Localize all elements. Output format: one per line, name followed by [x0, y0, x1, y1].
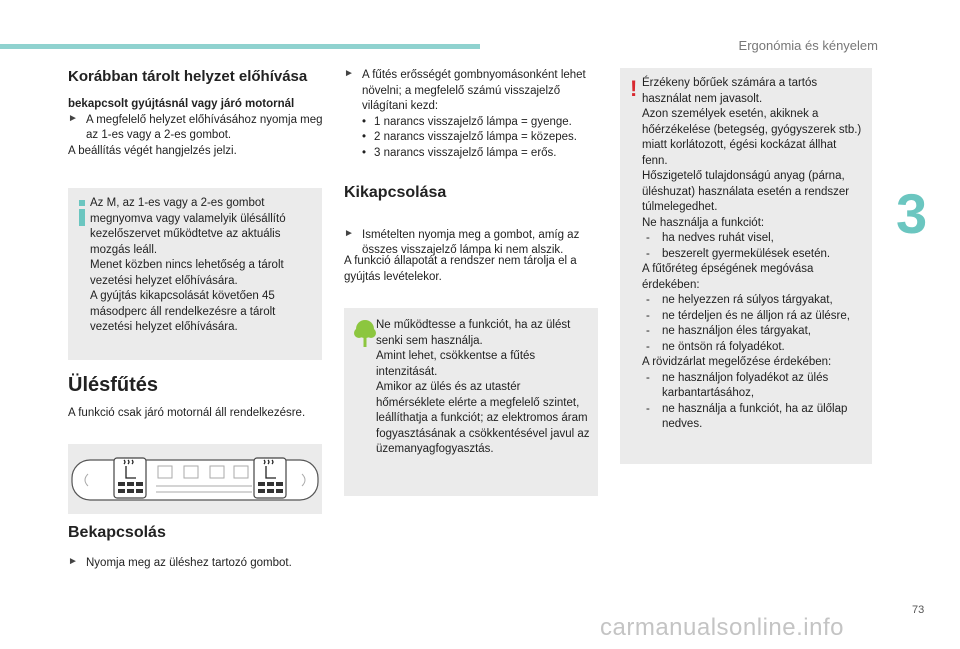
seat-heating-illustration — [68, 444, 322, 514]
warn-intro-1: Érzékeny bőrűek számára a tartós használat nem javasolt. — [642, 77, 818, 105]
level-item-2: • 2 narancs visszajelző lámpa = közepes. — [362, 130, 598, 146]
short-title: A rövidzárlat megelőzése érdekében: — [642, 356, 832, 368]
protect-item-3: - ne használjon éles tárgyakat, — [642, 324, 864, 340]
warning-exclamation-icon: ! — [630, 76, 638, 101]
control-panel-drawing — [68, 444, 322, 514]
recall-step — [68, 113, 330, 144]
on-title: Bekapcsolás — [68, 524, 166, 541]
recall-title: Korábban tárolt helyzet előhívása — [68, 68, 308, 85]
dont-use-item-2: - beszerelt gyermekülések esetén. — [642, 247, 864, 263]
protect-title: A fűtőréteg épségének megóvása érdekében: — [642, 263, 814, 291]
protect-item-4: - ne öntsön rá folyadékot. — [642, 340, 864, 356]
on-step — [68, 556, 348, 572]
chapter-number: 3 — [896, 182, 928, 245]
short-list — [642, 371, 864, 433]
warning-box — [620, 68, 872, 464]
recall-note: A beállítás végét hangjelzés jelzi. — [68, 144, 237, 157]
info-box — [68, 188, 322, 360]
level-list — [344, 115, 598, 162]
eco-line-2: Amint lehet, csökkentse a fűtés intenzitását. — [376, 350, 536, 378]
protect-item-2: - ne térdeljen és ne álljon rá az ülésre, — [642, 309, 864, 325]
warn-intro-3: Hőszigetelő tulajdonságú anyag (párna, üléshuzat) használata esetén a rendszer túlmelegedhet. — [642, 170, 850, 213]
info-icon — [78, 200, 86, 226]
level-step — [344, 68, 598, 115]
eco-box — [344, 308, 598, 496]
info-line-1: Az M, az 1-es vagy a 2-es gombot megnyomva vagy valamelyik ülésállító kezelőszervet működtetve az aktuális mozgás leáll. — [90, 197, 286, 256]
header-accent-bar — [0, 44, 480, 49]
info-line-2: Menet közben nincs lehetőség a tárolt vezetési helyzet előhívására. — [90, 259, 284, 287]
arrow-right-icon: ► — [68, 112, 78, 124]
recall-step-text: A megfelelő helyzet előhívásához nyomja meg az 1-es vagy a 2-es gombot. — [86, 113, 323, 141]
arrow-right-icon: ► — [68, 556, 78, 567]
eco-line-3: Amikor az ülés és az utastér hőmérséklete elérte a megfelelő szintet, leállíthatja a funkciót; az elektromos áram fogyasztásának a csökkentésével javul az üzemanyagfogyasztás. — [376, 381, 590, 455]
eco-tree-icon — [354, 320, 376, 348]
info-line-3: A gyújtás kikapcsolását követően 45 másodperc áll rendelkezésre a tárolt vezetési helyzet előhívására. — [90, 290, 276, 333]
protect-item-1: - ne helyezzen rá súlyos tárgyakat, — [642, 293, 864, 309]
watermark: carmanualsonline.info — [600, 614, 844, 641]
level-step-text: A fűtés erősségét gombnyomásonként lehet növelni; a megfelelő számú visszajelző világítani kezd: — [362, 69, 586, 112]
off-note: A funkció állapotát a rendszer nem tárolja el a gyújtás levételekor. — [344, 255, 577, 283]
level-item-3: • 3 narancs visszajelző lámpa = erős. — [362, 146, 598, 162]
short-item-2: - ne használja a funkciót, ha az ülőlap nedves. — [642, 402, 864, 433]
off-step-text: Ismételten nyomja meg a gombot, amíg az összes visszajelző lámpa ki nem alszik. — [362, 228, 580, 256]
heating-text: A funkció csak járó motornál áll rendelkezésre. — [68, 407, 306, 419]
eco-line-1: Ne működtesse a funkciót, ha az ülést senki sem használja. — [376, 319, 571, 347]
on-step-text: Nyomja meg az üléshez tartozó gombot. — [86, 557, 292, 569]
protect-list — [642, 293, 864, 355]
short-item-1: - ne használjon folyadékot az ülés karbantartásához, — [642, 371, 864, 402]
recall-subtitle: bekapcsolt gyújtásnál vagy járó motornál — [68, 98, 295, 110]
arrow-right-icon: ► — [344, 68, 354, 79]
off-title: Kikapcsolása — [344, 184, 447, 201]
level-item-1: • 1 narancs visszajelző lámpa = gyenge. — [362, 115, 598, 131]
level-section — [344, 68, 598, 161]
dont-use-item-1: - ha nedves ruhát visel, — [642, 231, 864, 247]
page-number: 73 — [912, 604, 925, 616]
dont-use-list — [642, 231, 864, 262]
heating-title: Ülésfűtés — [68, 374, 159, 396]
section-header-title: Ergonómia és kényelem — [738, 38, 878, 53]
recall-section — [68, 68, 330, 159]
warn-intro-2: Azon személyek esetén, akiknek a hőérzékelése (betegség, gyógyszerek stb.) miatt korlátozott, égési kockázat állhat fenn. — [642, 108, 862, 167]
warn-intro-4: Ne használja a funkciót: — [642, 216, 765, 229]
arrow-right-icon: ► — [344, 227, 354, 239]
